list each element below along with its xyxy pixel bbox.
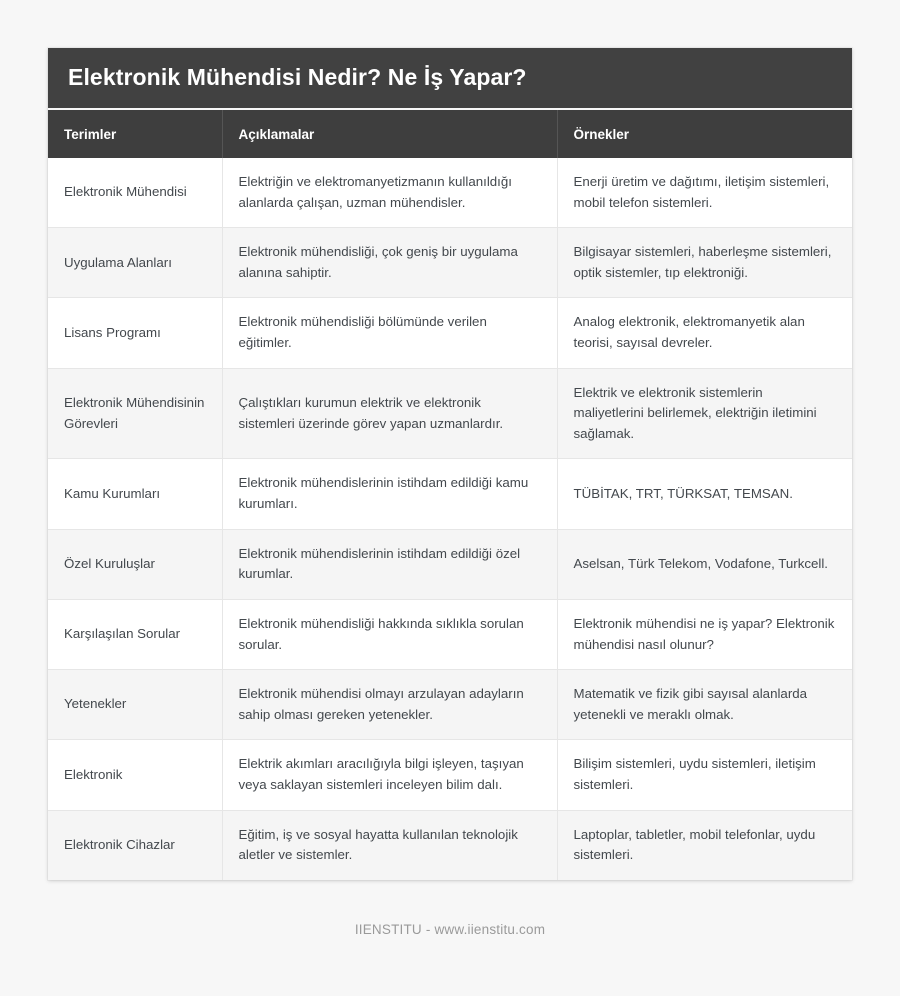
cell-description: Elektronik mühendislerinin istihdam edildiği özel kurumlar.: [222, 529, 557, 599]
page-title: Elektronik Mühendisi Nedir? Ne İş Yapar?: [68, 64, 527, 91]
cell-term: Yetenekler: [48, 670, 222, 740]
table-row: [48, 529, 852, 599]
column-header-terimler: Terimler: [48, 110, 222, 158]
cell-description: Eğitim, iş ve sosyal hayatta kullanılan teknolojik aletler ve sistemler.: [222, 810, 557, 880]
cell-term: Elektronik Cihazlar: [48, 810, 222, 880]
cell-example: Enerji üretim ve dağıtımı, iletişim sistemleri, mobil telefon sistemleri.: [557, 158, 852, 228]
cell-term: Elektronik Mühendisi: [48, 158, 222, 228]
table-body: [48, 158, 852, 880]
table-row: [48, 670, 852, 740]
cell-example: Matematik ve fizik gibi sayısal alanlarda yetenekli ve meraklı olmak.: [557, 670, 852, 740]
cell-description: Elektriğin ve elektromanyetizmanın kullanıldığı alanlarda çalışan, uzman mühendisler.: [222, 158, 557, 228]
table-row: [48, 228, 852, 298]
cell-example: Bilişim sistemleri, uydu sistemleri, iletişim sistemleri.: [557, 740, 852, 810]
info-card: [48, 48, 852, 880]
table-row: [48, 740, 852, 810]
table-row: [48, 158, 852, 228]
cell-term: Uygulama Alanları: [48, 228, 222, 298]
table-row: [48, 599, 852, 669]
footer-attribution: IIENSTITU - www.iienstitu.com: [354, 922, 546, 937]
cell-example: TÜBİTAK, TRT, TÜRKSAT, TEMSAN.: [557, 459, 852, 529]
cell-example: Elektrik ve elektronik sistemlerin maliyetlerini belirlemek, elektriğin iletimini sağlamak.: [557, 368, 852, 459]
table-row: [48, 368, 852, 459]
cell-term: Elektronik Mühendisinin Görevleri: [48, 368, 222, 459]
cell-term: Elektronik: [48, 740, 222, 810]
cell-term: Lisans Programı: [48, 298, 222, 368]
cell-description: Elektronik mühendisliği, çok geniş bir uygulama alanına sahiptir.: [222, 228, 557, 298]
cell-term: Karşılaşılan Sorular: [48, 599, 222, 669]
cell-example: Analog elektronik, elektromanyetik alan teorisi, sayısal devreler.: [557, 298, 852, 368]
cell-term: Kamu Kurumları: [48, 459, 222, 529]
cell-description: Elektronik mühendisliği hakkında sıklıkla sorulan sorular.: [222, 599, 557, 669]
cell-example: Laptoplar, tabletler, mobil telefonlar, uydu sistemleri.: [557, 810, 852, 880]
column-header-ornekler: Örnekler: [557, 110, 852, 158]
cell-example: Aselsan, Türk Telekom, Vodafone, Turkcell.: [557, 529, 852, 599]
card-title-bar: [48, 48, 852, 110]
terms-table: [48, 110, 852, 880]
cell-description: Elektronik mühendisi olmayı arzulayan adayların sahip olması gereken yetenekler.: [222, 670, 557, 740]
cell-description: Elektronik mühendislerinin istihdam edildiği kamu kurumları.: [222, 459, 557, 529]
cell-description: Elektrik akımları aracılığıyla bilgi işleyen, taşıyan veya saklayan sistemleri inceleyen bilim dalı.: [222, 740, 557, 810]
table-header-row: [48, 110, 852, 158]
table-row: [48, 459, 852, 529]
cell-term: Özel Kuruluşlar: [48, 529, 222, 599]
cell-example: Bilgisayar sistemleri, haberleşme sistemleri, optik sistemler, tıp elektroniği.: [557, 228, 852, 298]
column-header-aciklamalar: Açıklamalar: [222, 110, 557, 158]
cell-description: Elektronik mühendisliği bölümünde verilen eğitimler.: [222, 298, 557, 368]
cell-example: Elektronik mühendisi ne iş yapar? Elektronik mühendisi nasıl olunur?: [557, 599, 852, 669]
cell-description: Çalıştıkları kurumun elektrik ve elektronik sistemleri üzerinde görev yapan uzmanlardır.: [222, 368, 557, 459]
table-header: [48, 110, 852, 158]
table-row: [48, 298, 852, 368]
table-row: [48, 810, 852, 880]
